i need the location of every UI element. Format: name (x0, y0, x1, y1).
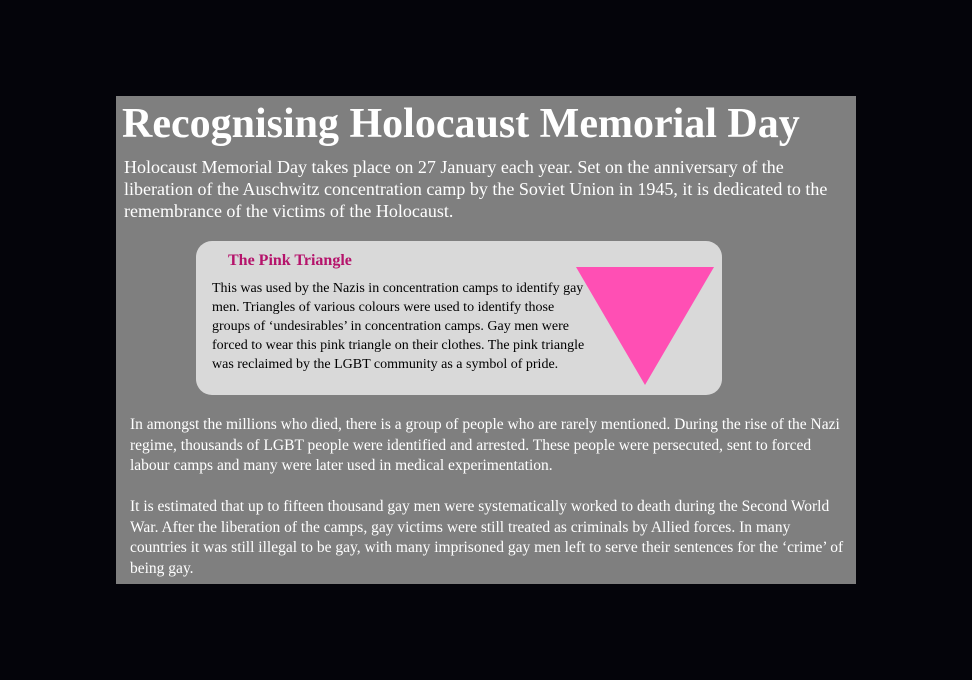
pink-triangle-callout (196, 241, 722, 395)
callout-body: This was used by the Nazis in concentration camps to identify gay men. Triangles of various colours were used to identify those groups of ‘undesirables’ in concentration camps. Gay men were forced to wear this pink triangle on their clothes. The pink triangle was reclaimed by the LGBT community as a symbol of pride. (212, 281, 585, 372)
slide-panel (116, 96, 856, 584)
intro-paragraph: Holocaust Memorial Day takes place on 27 January each year. Set on the anniversary of the liberation of the Auschwitz concentration camp by the Soviet Union in 1945, it is dedicated to the remembrance of the victims of the Holocaust. (124, 157, 828, 221)
body-paragraph-2: It is estimated that up to fifteen thousand gay men were systematically worked to death during the Second World War. After the liberation of the camps, gay victims were still treated as criminals by Allied forces. In many countries it was still illegal to be gay, with many imprisoned gay men left to serve their sentences for the ‘crime’ of being gay. (130, 498, 844, 577)
body-paragraph-1: In amongst the millions who died, there is a group of people who are rarely mentioned. During the rise of the Nazi regime, thousands of LGBT people were identified and arrested. These people were persecuted, sent to forced labour camps and many were later used in medical experimentation. (130, 416, 840, 474)
callout-heading: The Pink Triangle (228, 252, 352, 269)
pink-triangle-icon (576, 267, 714, 385)
page-title: Recognising Holocaust Memorial Day (122, 101, 800, 147)
